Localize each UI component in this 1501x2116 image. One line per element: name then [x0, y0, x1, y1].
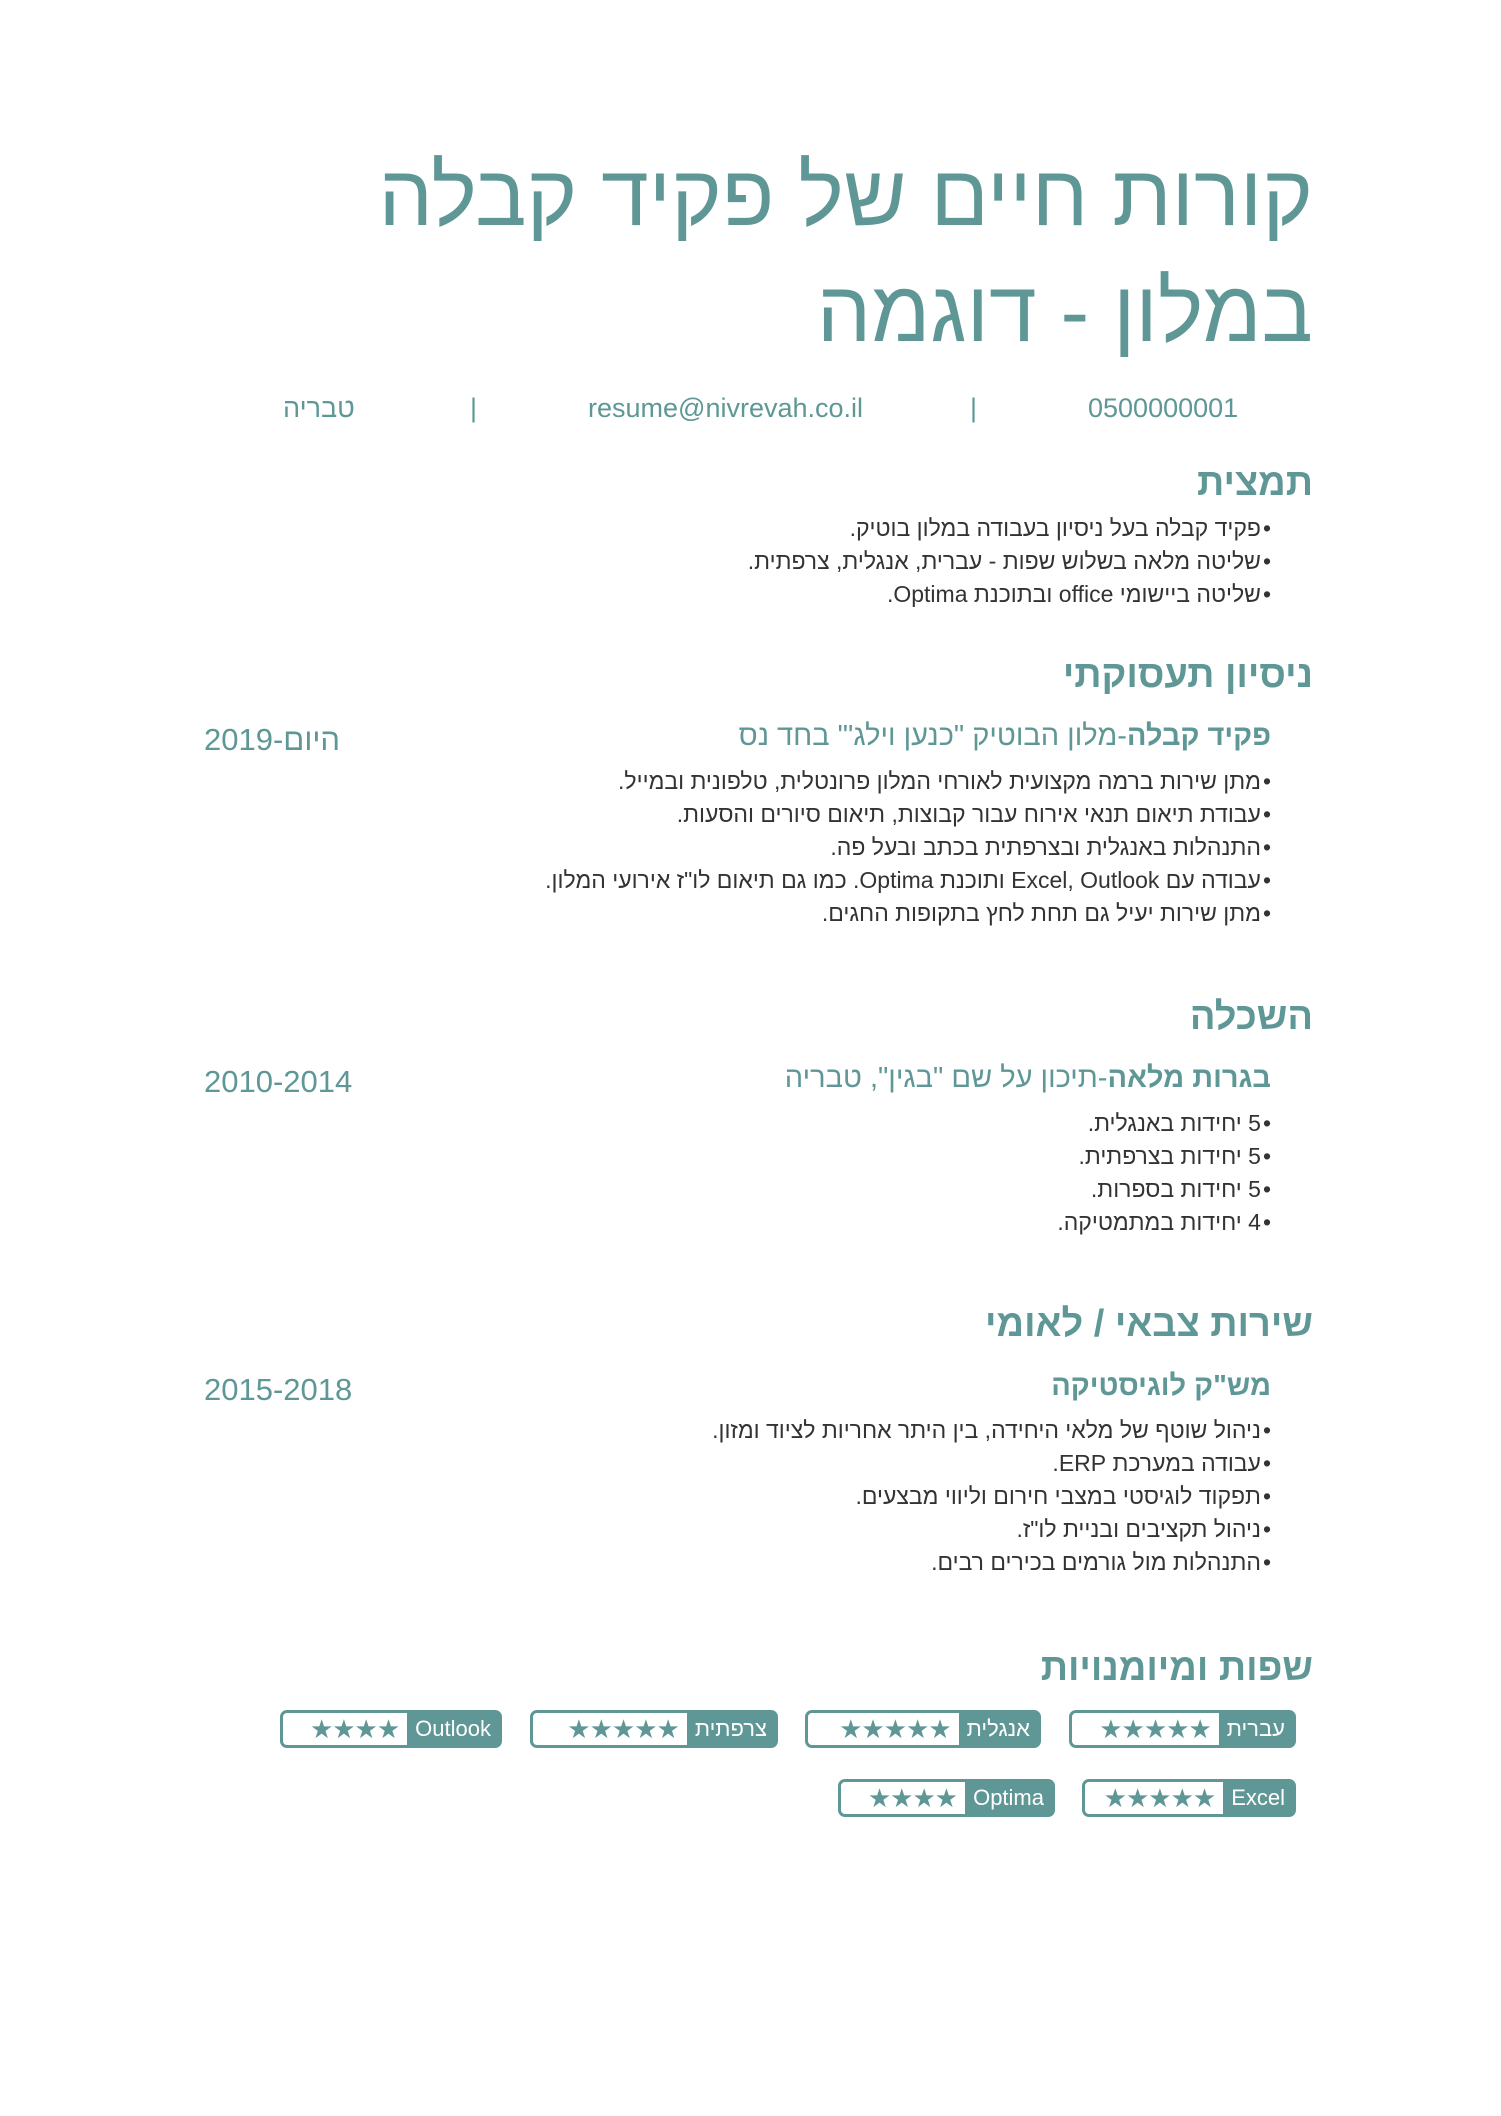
- star-icon: ★★★★★: [567, 1714, 679, 1744]
- skill-label: Optima: [965, 1782, 1052, 1814]
- star-icon: ★★★★★: [839, 1714, 951, 1744]
- skill-label: Excel: [1223, 1782, 1293, 1814]
- contact-phone[interactable]: 0500000001: [1088, 393, 1239, 423]
- title-line-1: קורות חיים של פקיד קבלה: [378, 148, 1313, 244]
- contact-row: [0, 393, 1501, 427]
- star-icon: ★★★★: [309, 1714, 400, 1744]
- list-item: • 5 יחידות בספרות.: [1057, 1173, 1271, 1206]
- list-item: • עבודת תיאום תנאי אירוח עבור קבוצות, תיאום סיורים והסעות.: [545, 798, 1271, 831]
- resume-title: [313, 138, 1313, 370]
- skill-label: אנגלית: [959, 1713, 1038, 1745]
- contact-city: טבריה: [283, 393, 355, 423]
- experience-dates: 2019-היום: [204, 722, 341, 757]
- list-item: • שליטה מלאה בשלוש שפות - עברית, אנגלית, צרפתית.: [748, 545, 1271, 578]
- military-heading: שירות צבאי / לאומי: [985, 1303, 1313, 1345]
- military-role: מש"ק לוגיסטיקה: [1051, 1370, 1271, 1402]
- skill-label: Outlook: [407, 1713, 499, 1745]
- military-title: [1051, 1370, 1271, 1403]
- military-list: [712, 1414, 1271, 1579]
- skill-badge: [838, 1779, 1055, 1817]
- summary-heading: תמצית: [1197, 462, 1313, 504]
- military-dates: 2015-2018: [204, 1372, 353, 1407]
- skills-heading: שפות ומיומנויות: [1040, 1647, 1313, 1689]
- contact-separator: |: [470, 393, 478, 423]
- education-degree: בגרות מלאה: [1107, 1062, 1271, 1094]
- education-heading: השכלה: [1189, 996, 1313, 1038]
- skill-label: עברית: [1219, 1713, 1293, 1745]
- list-item: • התנהלות מול גורמים בכירים רבים.: [712, 1546, 1271, 1579]
- experience-heading: ניסיון תעסוקתי: [1062, 654, 1313, 696]
- star-icon: ★★★★: [867, 1783, 958, 1813]
- list-item: • התנהלות באנגלית ובצרפתית בכתב ובעל פה.: [545, 831, 1271, 864]
- education-list: [1057, 1107, 1271, 1239]
- job-role: פקיד קבלה: [1126, 720, 1271, 752]
- list-item: • עבודה עם Excel, Outlook ותוכנת Optima. כמו גם תיאום לו"ז אירועי המלון.: [545, 864, 1271, 897]
- summary-list: [748, 512, 1271, 611]
- list-item: • תפקוד לוגיסטי במצבי חירום וליווי מבצעים.: [712, 1480, 1271, 1513]
- list-item: • ניהול שוטף של מלאי היחידה, בין היתר אחריות לציוד ומזון.: [712, 1414, 1271, 1447]
- job-place: -מלון הבוטיק "כנען וילג'" בחד נס: [738, 720, 1127, 752]
- skill-badge: [530, 1710, 778, 1748]
- list-item: • 5 יחידות באנגלית.: [1057, 1107, 1271, 1140]
- contact-email[interactable]: resume@nivrevah.co.il: [588, 393, 864, 423]
- list-item: • מתן שירות ברמה מקצועית לאורחי המלון פרונטלית, טלפונית ובמייל.: [545, 765, 1271, 798]
- star-icon: ★★★★★: [1099, 1714, 1211, 1744]
- skill-badge: [1082, 1779, 1296, 1817]
- star-icon: ★★★★★: [1103, 1783, 1216, 1813]
- title-line-2: במלון - דוגמה: [816, 264, 1313, 360]
- education-place: -תיכון על שם "בגין", טבריה: [784, 1062, 1108, 1094]
- list-item: • עבודה במערכת ERP.: [712, 1447, 1271, 1480]
- experience-job-title: [739, 720, 1271, 753]
- list-item: • 5 יחידות בצרפתית.: [1057, 1140, 1271, 1173]
- experience-list: [545, 765, 1271, 930]
- skill-badge: [805, 1710, 1041, 1748]
- contact-separator: |: [970, 393, 978, 423]
- list-item: • שליטה ביישומי office ובתוכנת Optima.: [748, 578, 1271, 611]
- list-item: • פקיד קבלה בעל ניסיון בעבודה במלון בוטיק.: [748, 512, 1271, 545]
- skill-label: צרפתית: [687, 1713, 775, 1745]
- list-item: • 4 יחידות במתמטיקה.: [1057, 1206, 1271, 1239]
- education-title: [785, 1062, 1271, 1095]
- list-item: • מתן שירות יעיל גם תחת לחץ בתקופות החגים.: [545, 897, 1271, 930]
- list-item: • ניהול תקציבים ובניית לו"ז.: [712, 1513, 1271, 1546]
- skill-badge: [280, 1710, 502, 1748]
- skill-badge: [1069, 1710, 1296, 1748]
- education-dates: 2010-2014: [204, 1064, 353, 1099]
